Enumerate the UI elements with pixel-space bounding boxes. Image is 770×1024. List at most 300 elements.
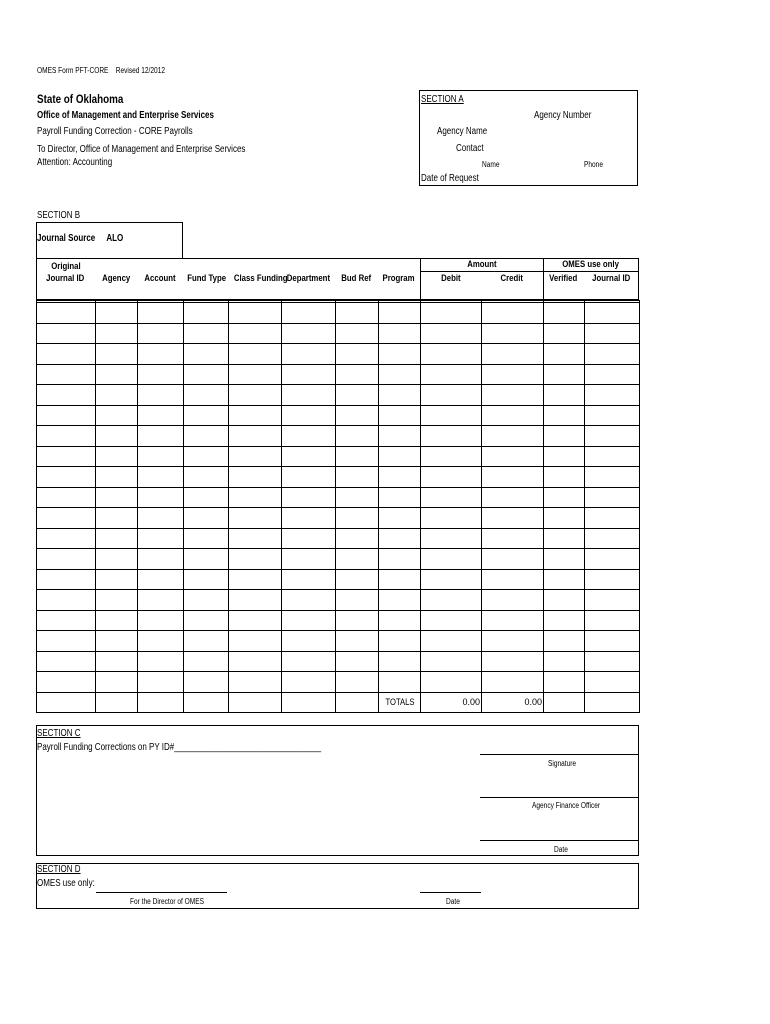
grid-cell[interactable] <box>544 364 585 385</box>
grid-cell[interactable] <box>184 364 229 385</box>
grid-cell[interactable] <box>282 569 336 590</box>
grid-cell[interactable] <box>184 651 229 672</box>
grid-cell[interactable] <box>184 446 229 467</box>
grid-cell <box>138 692 184 713</box>
grid-cell[interactable] <box>138 344 184 365</box>
grid-cell[interactable] <box>336 590 379 611</box>
col-journal-id: Journal ID <box>591 273 631 284</box>
grid-cell[interactable] <box>229 651 282 672</box>
omes-use-only: OMES use only: <box>37 878 95 889</box>
grid-cell[interactable] <box>184 590 229 611</box>
grid-cell <box>37 692 96 713</box>
grid-cell[interactable] <box>585 651 640 672</box>
grid-cell[interactable] <box>184 569 229 590</box>
grid-cell[interactable] <box>585 569 640 590</box>
grid-cell[interactable] <box>184 405 229 426</box>
grid-cell[interactable] <box>282 590 336 611</box>
grid-cell[interactable] <box>282 405 336 426</box>
grid-cell[interactable] <box>184 610 229 631</box>
grid-cell[interactable] <box>482 651 544 672</box>
section-d-title: SECTION D <box>37 864 81 875</box>
grid-cell[interactable] <box>229 508 282 529</box>
grid-cell[interactable] <box>96 467 138 488</box>
grid-cell[interactable] <box>282 508 336 529</box>
grid-cell[interactable] <box>37 385 96 406</box>
grid-cell[interactable] <box>421 303 482 324</box>
state-title: State of Oklahoma <box>37 92 124 106</box>
grid-cell[interactable] <box>336 323 379 344</box>
grid-cell[interactable] <box>37 590 96 611</box>
grid-cell[interactable] <box>37 364 96 385</box>
table-row <box>37 528 640 549</box>
grid-cell[interactable] <box>585 631 640 652</box>
grid-cell[interactable] <box>282 651 336 672</box>
grid-cell[interactable] <box>229 569 282 590</box>
signature-line[interactable] <box>480 754 638 755</box>
table-row <box>37 405 640 426</box>
grid-cell[interactable] <box>336 303 379 324</box>
omes-group-header: OMES use only <box>562 259 619 270</box>
grid-cell[interactable] <box>585 405 640 426</box>
grid-cell[interactable] <box>544 672 585 693</box>
grid-cell[interactable] <box>482 610 544 631</box>
grid-cell[interactable] <box>37 651 96 672</box>
grid-cell[interactable] <box>282 303 336 324</box>
grid-cell[interactable] <box>482 364 544 385</box>
grid-cell[interactable] <box>229 405 282 426</box>
grid-cell[interactable] <box>138 467 184 488</box>
agency-name-label: Agency Name <box>437 126 488 137</box>
table-row <box>37 385 640 406</box>
grid-cell[interactable] <box>544 467 585 488</box>
officer-label: Agency Finance Officer <box>532 801 601 810</box>
to-line: To Director, Office of Management and Enterprise Services <box>37 144 246 155</box>
grid-cell[interactable] <box>138 549 184 570</box>
table-row <box>37 487 640 508</box>
grid-cell[interactable] <box>37 528 96 549</box>
grid-cell[interactable] <box>138 528 184 549</box>
grid-cell[interactable] <box>379 385 421 406</box>
grid-cell[interactable] <box>421 487 482 508</box>
grid-cell[interactable] <box>379 528 421 549</box>
grid-cell[interactable] <box>229 323 282 344</box>
grid-cell[interactable] <box>379 344 421 365</box>
grid-cell[interactable] <box>379 303 421 324</box>
amount-group-header: Amount <box>466 259 497 270</box>
grid-cell[interactable] <box>336 528 379 549</box>
grid-cell[interactable] <box>282 528 336 549</box>
grid-cell[interactable] <box>96 426 138 447</box>
col-original: Original <box>50 261 81 272</box>
grid-cell[interactable] <box>138 487 184 508</box>
grid-cell[interactable] <box>96 323 138 344</box>
grid-cell[interactable] <box>138 508 184 529</box>
grid-cell[interactable] <box>379 323 421 344</box>
grid-cell[interactable] <box>138 385 184 406</box>
grid-cell[interactable] <box>184 549 229 570</box>
table-row <box>37 344 640 365</box>
grid-cell[interactable] <box>138 405 184 426</box>
grid-cell[interactable] <box>421 590 482 611</box>
grid-cell[interactable] <box>482 405 544 426</box>
grid-cell[interactable] <box>544 446 585 467</box>
section-c-title: SECTION C <box>37 728 81 739</box>
grid-cell[interactable] <box>229 610 282 631</box>
grid-cell[interactable] <box>336 569 379 590</box>
table-row <box>37 549 640 570</box>
grid-cell[interactable] <box>544 385 585 406</box>
grid-cell[interactable] <box>585 487 640 508</box>
section-a-title: SECTION A <box>421 94 464 105</box>
grid-cell[interactable] <box>138 631 184 652</box>
grid-cell[interactable] <box>37 672 96 693</box>
grid-cell[interactable] <box>37 467 96 488</box>
date-label-c: Date <box>554 845 568 854</box>
grid-cell[interactable] <box>585 303 640 324</box>
grid-cell[interactable] <box>96 610 138 631</box>
grid-cell[interactable] <box>184 487 229 508</box>
grid-cell[interactable] <box>229 303 282 324</box>
director-line[interactable] <box>96 892 227 893</box>
grid-cell[interactable] <box>229 672 282 693</box>
col-bud-ref: Bud Ref <box>341 273 372 284</box>
grid-cell[interactable] <box>336 610 379 631</box>
grid-cell[interactable] <box>482 426 544 447</box>
grid-cell[interactable] <box>482 549 544 570</box>
grid-cell[interactable] <box>282 631 336 652</box>
grid-cell[interactable] <box>37 323 96 344</box>
grid-cell[interactable] <box>96 344 138 365</box>
grid-cell[interactable] <box>544 303 585 324</box>
grid-cell <box>282 692 336 713</box>
grid-cell[interactable] <box>379 651 421 672</box>
grid-cell[interactable] <box>585 323 640 344</box>
grid-cell[interactable] <box>184 426 229 447</box>
grid-cell[interactable] <box>379 672 421 693</box>
grid-cell[interactable] <box>229 549 282 570</box>
officer-line[interactable] <box>480 797 638 798</box>
grid-cell[interactable] <box>138 651 184 672</box>
table-row <box>37 631 640 652</box>
grid-cell[interactable] <box>585 364 640 385</box>
grid-cell[interactable] <box>421 651 482 672</box>
grid-cell[interactable] <box>138 590 184 611</box>
grid-cell[interactable] <box>544 508 585 529</box>
grid-cell[interactable] <box>544 528 585 549</box>
grid-cell[interactable] <box>421 426 482 447</box>
director-label: For the Director of OMES <box>130 897 205 906</box>
py-id-line[interactable]: Payroll Funding Corrections on PY ID#_________________________________ <box>37 742 322 753</box>
grid-cell[interactable] <box>421 467 482 488</box>
grid-cell[interactable] <box>282 487 336 508</box>
grid-cell[interactable] <box>282 446 336 467</box>
grid-cell[interactable] <box>96 405 138 426</box>
grid-cell[interactable] <box>482 631 544 652</box>
grid-cell[interactable] <box>37 446 96 467</box>
grid-cell[interactable] <box>282 385 336 406</box>
grid-cell[interactable] <box>96 364 138 385</box>
grid-cell[interactable] <box>379 426 421 447</box>
grid-cell[interactable] <box>96 487 138 508</box>
grid-cell[interactable] <box>482 569 544 590</box>
grid-cell[interactable] <box>482 323 544 344</box>
grid-cell[interactable] <box>585 528 640 549</box>
grid-cell[interactable] <box>585 446 640 467</box>
grid-cell[interactable] <box>96 569 138 590</box>
grid-cell[interactable] <box>138 672 184 693</box>
grid-cell[interactable] <box>37 303 96 324</box>
grid-cell[interactable] <box>379 631 421 652</box>
grid-cell[interactable] <box>184 303 229 324</box>
grid-cell[interactable] <box>421 672 482 693</box>
grid-cell[interactable] <box>336 385 379 406</box>
grid-cell[interactable] <box>336 487 379 508</box>
grid-cell[interactable] <box>544 426 585 447</box>
grid-cell[interactable] <box>229 344 282 365</box>
grid-cell[interactable] <box>421 508 482 529</box>
totals-row <box>37 692 640 713</box>
date-line-c[interactable] <box>480 840 638 841</box>
grid-cell[interactable] <box>37 405 96 426</box>
grid-cell[interactable] <box>229 446 282 467</box>
grid-cell[interactable] <box>379 590 421 611</box>
journal-grid <box>36 300 640 713</box>
agency-number-label: Agency Number <box>534 110 592 121</box>
grid-cell[interactable] <box>421 549 482 570</box>
grid-cell[interactable] <box>229 590 282 611</box>
grid-cell[interactable] <box>585 590 640 611</box>
grid-cell[interactable] <box>229 385 282 406</box>
grid-cell[interactable] <box>336 426 379 447</box>
grid-cell[interactable] <box>585 549 640 570</box>
grid-cell[interactable] <box>544 323 585 344</box>
col-verified: Verified <box>549 273 578 284</box>
grid-cell[interactable] <box>282 323 336 344</box>
grid-cell[interactable] <box>336 405 379 426</box>
totals-label: TOTALS <box>382 692 418 713</box>
grid-cell[interactable] <box>379 569 421 590</box>
col-fund-type: Fund Type <box>187 273 227 284</box>
grid-cell[interactable] <box>482 528 544 549</box>
grid-cell[interactable] <box>544 487 585 508</box>
col-account: Account <box>144 273 176 284</box>
grid-cell[interactable] <box>229 467 282 488</box>
grid-cell[interactable] <box>544 590 585 611</box>
grid-cell[interactable] <box>544 651 585 672</box>
grid-cell[interactable] <box>379 610 421 631</box>
grid-cell[interactable] <box>421 569 482 590</box>
grid-cell[interactable] <box>336 508 379 529</box>
grid-cell[interactable] <box>184 385 229 406</box>
grid-cell[interactable] <box>585 385 640 406</box>
date-of-request-label: Date of Request <box>421 173 479 184</box>
grid-cell[interactable] <box>229 487 282 508</box>
grid-cell[interactable] <box>544 631 585 652</box>
grid-cell[interactable] <box>421 631 482 652</box>
grid-cell[interactable] <box>282 467 336 488</box>
form-title: Payroll Funding Correction - CORE Payrolls <box>37 126 193 137</box>
grid-cell[interactable] <box>482 487 544 508</box>
grid-cell[interactable] <box>421 344 482 365</box>
grid-cell[interactable] <box>138 446 184 467</box>
grid-cell[interactable] <box>96 549 138 570</box>
grid-cell[interactable] <box>336 549 379 570</box>
form-id: OMES Form PFT-CORE Revised 12/2012 <box>37 66 165 75</box>
attention-line: Attention: Accounting <box>37 157 113 168</box>
col-program: Program <box>382 273 416 284</box>
grid-cell[interactable] <box>336 631 379 652</box>
grid-cell[interactable] <box>282 672 336 693</box>
grid-cell[interactable] <box>482 344 544 365</box>
table-row <box>37 467 640 488</box>
grid-cell[interactable] <box>37 610 96 631</box>
grid-cell[interactable] <box>379 549 421 570</box>
grid-cell[interactable] <box>585 467 640 488</box>
table-row <box>37 651 640 672</box>
grid-cell[interactable] <box>96 446 138 467</box>
name-label: Name <box>482 160 500 169</box>
grid-cell[interactable] <box>379 467 421 488</box>
section-b-title: SECTION B <box>37 210 81 221</box>
grid-cell <box>96 692 138 713</box>
grid-cell[interactable] <box>336 344 379 365</box>
grid-cell[interactable] <box>544 549 585 570</box>
grid-cell[interactable] <box>482 508 544 529</box>
grid-cell <box>544 692 585 713</box>
date-line-d[interactable] <box>420 892 481 893</box>
signature-label: Signature <box>548 759 577 768</box>
col-credit: Credit <box>500 273 524 284</box>
grid-cell[interactable] <box>37 426 96 447</box>
grid-cell[interactable] <box>336 364 379 385</box>
grid-cell[interactable] <box>482 590 544 611</box>
col-class-funding: Class Funding <box>233 273 288 284</box>
table-row <box>37 446 640 467</box>
grid-cell[interactable] <box>482 303 544 324</box>
grid-cell[interactable] <box>184 344 229 365</box>
grid-cell[interactable] <box>421 528 482 549</box>
grid-cell[interactable] <box>138 303 184 324</box>
grid-cell[interactable] <box>96 528 138 549</box>
grid-cell[interactable] <box>336 446 379 467</box>
grid-cell[interactable] <box>379 446 421 467</box>
table-row <box>37 303 640 324</box>
grid-cell[interactable] <box>96 672 138 693</box>
grid-cell[interactable] <box>482 672 544 693</box>
grid-cell[interactable] <box>96 651 138 672</box>
grid-cell[interactable] <box>544 610 585 631</box>
grid-cell[interactable] <box>282 344 336 365</box>
grid-cell[interactable] <box>585 610 640 631</box>
grid-cell[interactable] <box>282 610 336 631</box>
grid-cell[interactable] <box>421 405 482 426</box>
grid-cell[interactable] <box>229 528 282 549</box>
grid-cell[interactable] <box>138 569 184 590</box>
total-credit: 0.00 <box>482 692 544 713</box>
grid-cell[interactable] <box>96 631 138 652</box>
grid-cell[interactable] <box>336 467 379 488</box>
grid-cell[interactable] <box>282 426 336 447</box>
grid-cell[interactable] <box>421 364 482 385</box>
grid-cell[interactable] <box>184 323 229 344</box>
grid-cell[interactable] <box>184 672 229 693</box>
journal-source-value: ALO <box>106 233 124 244</box>
grid-cell[interactable] <box>96 590 138 611</box>
grid-cell[interactable] <box>229 631 282 652</box>
table-row <box>37 569 640 590</box>
date-label-d: Date <box>446 897 460 906</box>
grid-cell[interactable] <box>96 508 138 529</box>
grid-cell[interactable] <box>282 549 336 570</box>
grid-cell[interactable] <box>544 344 585 365</box>
grid-cell[interactable] <box>37 549 96 570</box>
grid-cell[interactable] <box>379 364 421 385</box>
grid-cell[interactable] <box>37 487 96 508</box>
grid-cell[interactable] <box>96 303 138 324</box>
grid-cell[interactable] <box>336 651 379 672</box>
grid-cell[interactable] <box>37 631 96 652</box>
grid-cell <box>229 692 282 713</box>
grid-cell <box>184 692 229 713</box>
grid-cell[interactable] <box>379 405 421 426</box>
grid-cell[interactable] <box>138 426 184 447</box>
table-row <box>37 590 640 611</box>
col-department: Department <box>286 273 330 284</box>
revised-date: Revised 12/2012 <box>115 66 165 75</box>
grid-cell[interactable] <box>379 487 421 508</box>
grid-cell[interactable] <box>336 672 379 693</box>
grid-cell[interactable] <box>544 569 585 590</box>
contact-label: Contact <box>456 143 484 154</box>
grid-cell[interactable] <box>229 426 282 447</box>
grid-cell[interactable] <box>379 508 421 529</box>
grid-cell[interactable] <box>184 508 229 529</box>
grid-cell[interactable] <box>421 323 482 344</box>
grid-cell <box>585 692 640 713</box>
col-journal-id-orig: Journal ID <box>46 273 85 284</box>
grid-cell[interactable] <box>544 405 585 426</box>
grid-cell[interactable] <box>37 508 96 529</box>
grid-cell[interactable] <box>482 467 544 488</box>
grid-cell[interactable] <box>421 610 482 631</box>
grid-cell[interactable] <box>184 467 229 488</box>
grid-cell[interactable] <box>282 364 336 385</box>
grid-cell[interactable] <box>421 446 482 467</box>
office-name: Office of Management and Enterprise Services <box>37 110 214 121</box>
grid-cell[interactable] <box>96 385 138 406</box>
grid-cell[interactable] <box>138 610 184 631</box>
grid-cell[interactable] <box>585 426 640 447</box>
grid-cell[interactable] <box>585 508 640 529</box>
grid-cell[interactable] <box>421 385 482 406</box>
table-row <box>37 426 640 447</box>
grid-cell[interactable] <box>184 528 229 549</box>
phone-label: Phone <box>584 160 603 169</box>
grid-cell[interactable] <box>37 344 96 365</box>
grid-cell[interactable] <box>585 672 640 693</box>
col-debit: Debit <box>440 273 461 284</box>
grid-cell[interactable] <box>482 446 544 467</box>
grid-cell[interactable] <box>138 323 184 344</box>
grid-cell[interactable] <box>138 364 184 385</box>
total-debit: 0.00 <box>421 692 482 713</box>
grid-cell[interactable] <box>585 344 640 365</box>
grid-cell[interactable] <box>229 364 282 385</box>
table-row <box>37 323 640 344</box>
grid-cell[interactable] <box>184 631 229 652</box>
grid-cell[interactable] <box>37 569 96 590</box>
grid-cell[interactable] <box>482 385 544 406</box>
